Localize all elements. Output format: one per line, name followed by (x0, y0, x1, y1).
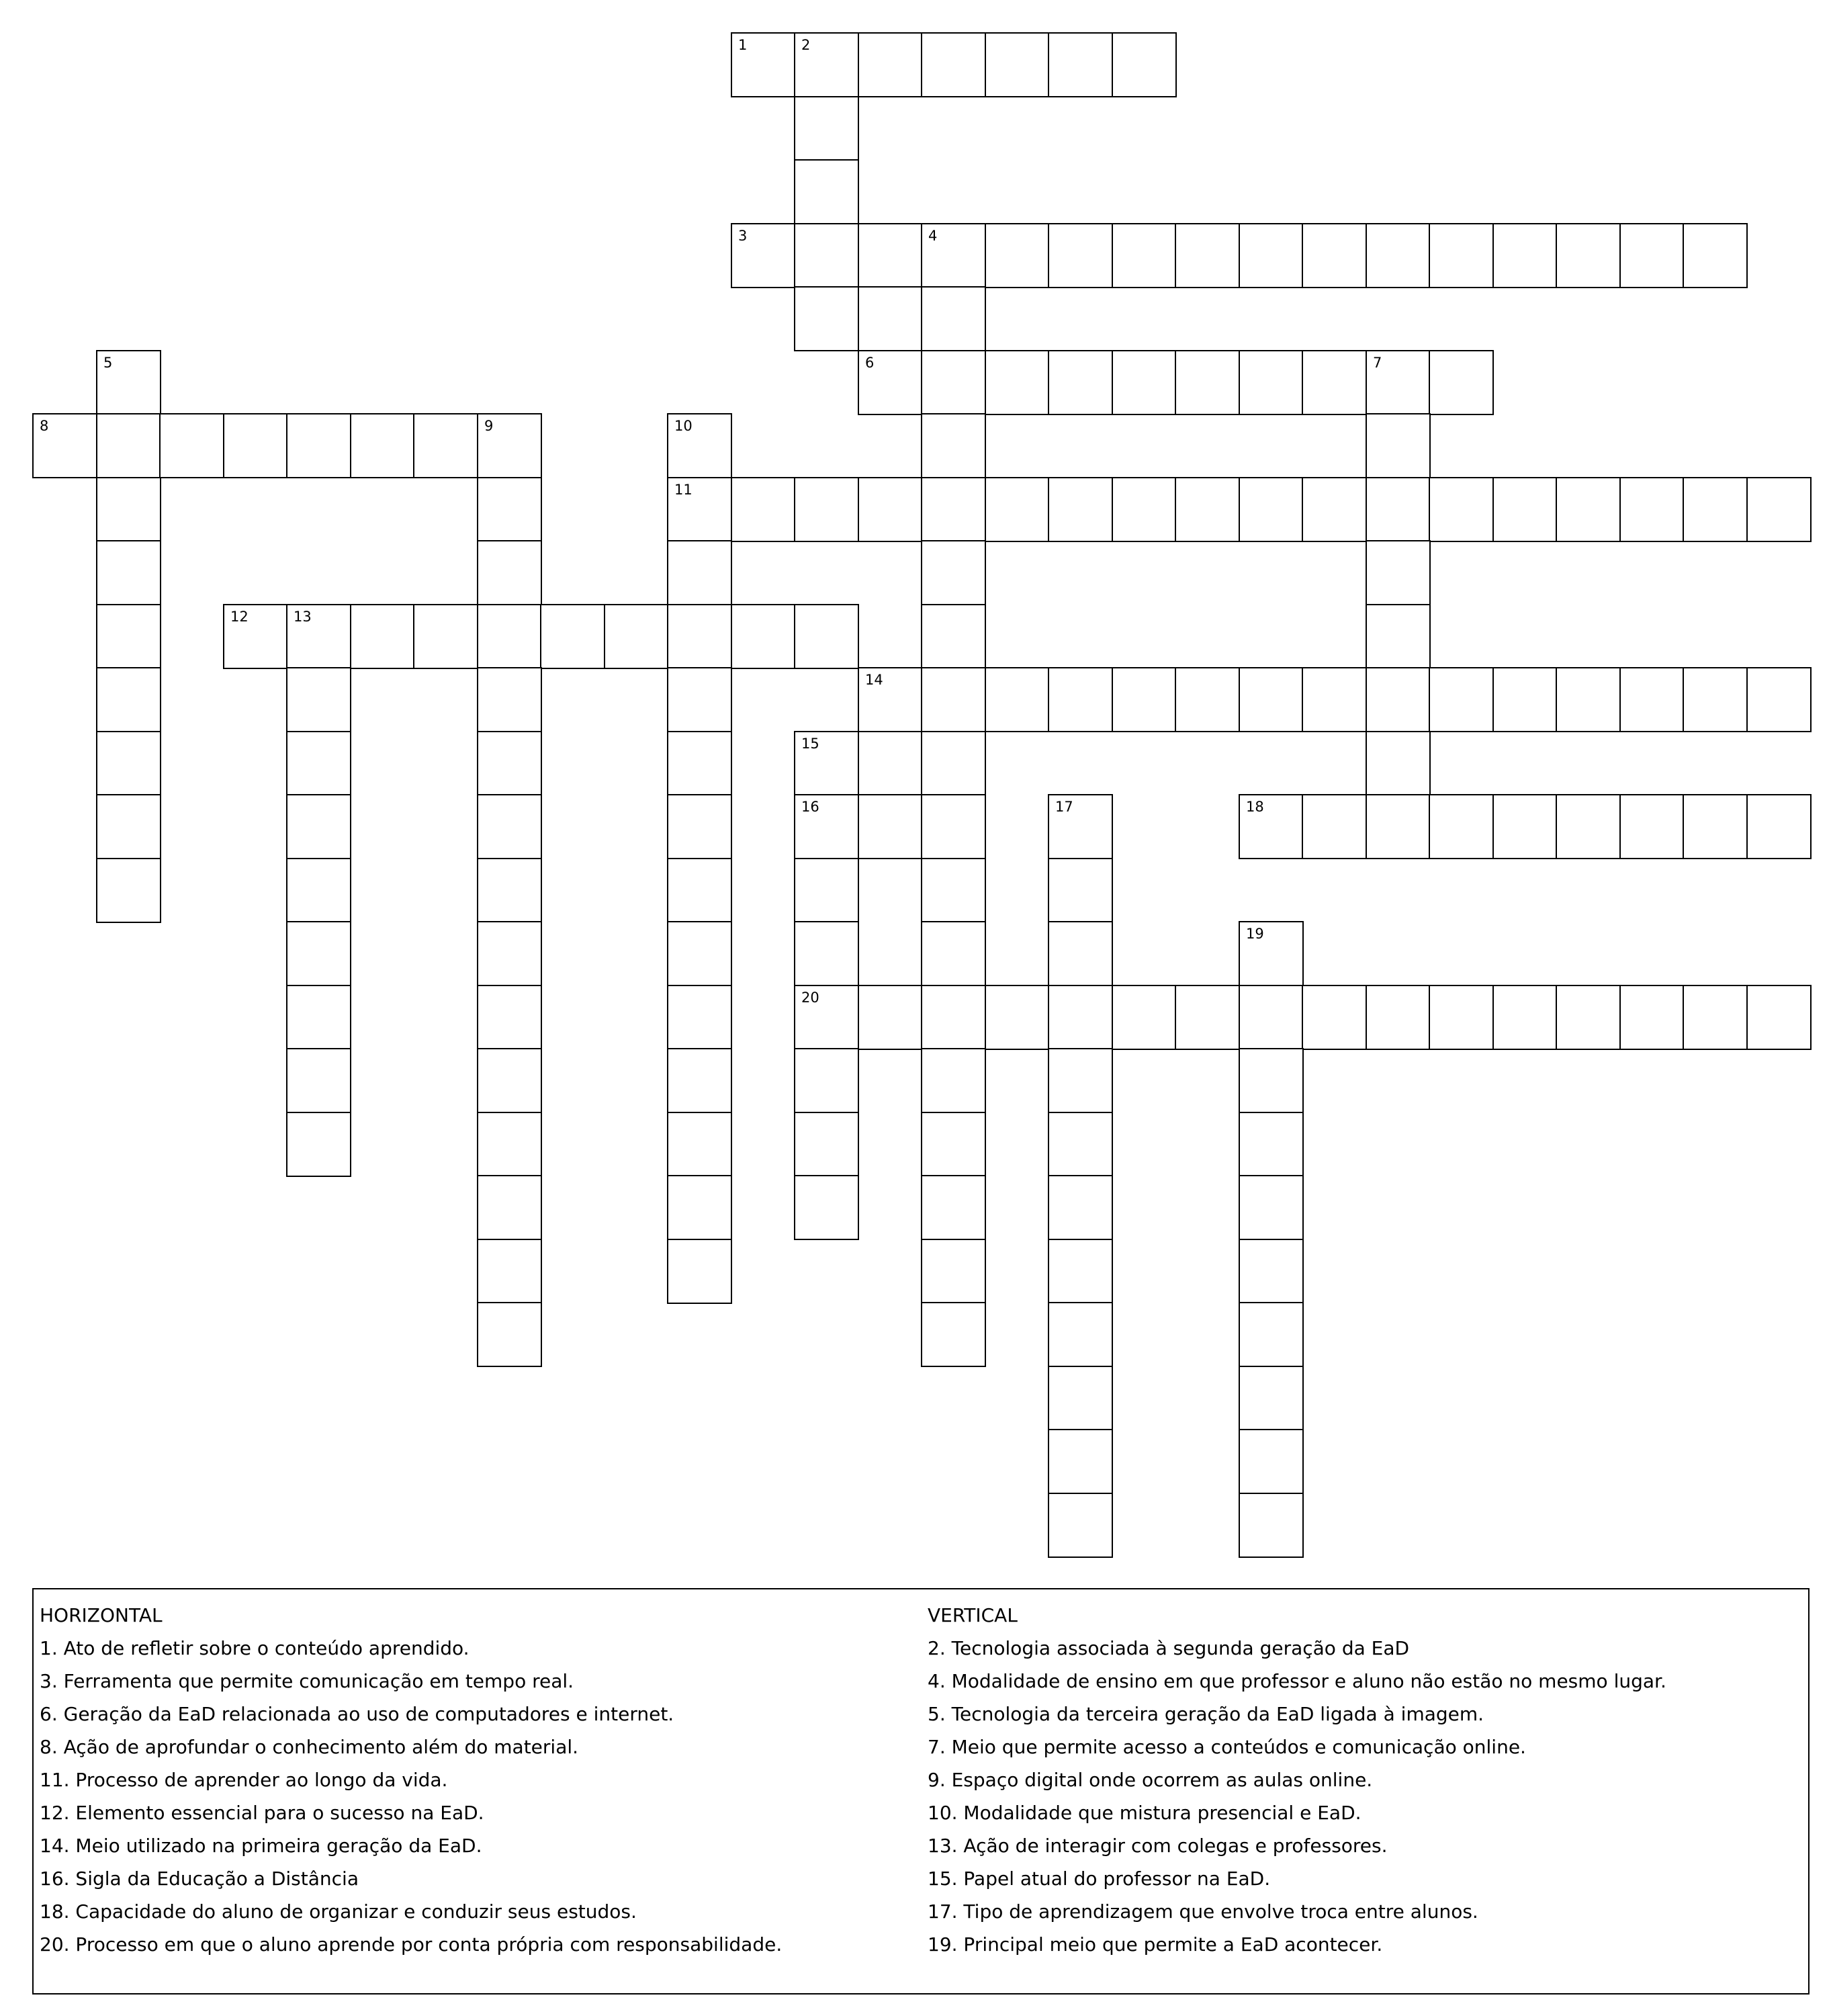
grid-cell[interactable] (667, 413, 732, 478)
clue-v-7: 7. Meio que permite acesso a conteúdos e comunicação online. (928, 1736, 1526, 1758)
grid-cell[interactable] (96, 731, 161, 796)
vertical-clues (928, 1599, 1666, 1961)
grid-cell[interactable] (1112, 223, 1177, 288)
grid-cell[interactable] (921, 1175, 986, 1240)
grid-cell[interactable] (921, 350, 986, 415)
grid-cell[interactable] (1683, 477, 1748, 542)
grid-cell[interactable] (921, 858, 986, 923)
grid-cell[interactable] (794, 794, 859, 859)
grid-cell[interactable] (286, 858, 351, 923)
grid-cell[interactable] (1366, 350, 1431, 415)
grid-cell[interactable] (1239, 667, 1304, 732)
grid-cell[interactable] (1239, 1302, 1304, 1367)
grid-cell[interactable] (731, 477, 796, 542)
grid-cell[interactable] (1683, 223, 1748, 288)
grid-cell[interactable] (667, 985, 732, 1050)
grid-cell[interactable] (32, 413, 97, 478)
grid-cell[interactable] (1112, 350, 1177, 415)
grid-cell[interactable] (223, 604, 288, 669)
grid-cell[interactable] (1302, 350, 1367, 415)
grid-cell[interactable] (667, 667, 732, 732)
grid-cell[interactable] (1492, 667, 1558, 732)
grid-cell[interactable] (1746, 667, 1812, 732)
grid-cell[interactable] (1048, 1048, 1113, 1113)
clue-h-20: 20. Processo em que o aluno aprende por conta própria com responsabilidade. (40, 1933, 783, 1956)
grid-cell[interactable] (96, 477, 161, 542)
grid-cell[interactable] (794, 921, 859, 986)
grid-cell[interactable] (858, 350, 923, 415)
grid-cell[interactable] (921, 1112, 986, 1177)
grid-cell[interactable] (1366, 413, 1431, 478)
grid-cell[interactable] (794, 32, 859, 97)
grid-cell[interactable] (1048, 1302, 1113, 1367)
grid-cell[interactable] (286, 731, 351, 796)
clue-number: 11 (674, 482, 693, 498)
clue-h-8: 8. Ação de aprofundar o conhecimento além do material. (40, 1736, 579, 1758)
grid-cell[interactable] (1429, 985, 1494, 1050)
grid-cell[interactable] (1683, 794, 1748, 859)
grid-cell[interactable] (858, 286, 923, 351)
grid-cell[interactable] (1366, 604, 1431, 669)
grid-cell[interactable] (1366, 477, 1431, 542)
clue-number: 20 (801, 990, 819, 1006)
grid-cell[interactable] (1429, 477, 1494, 542)
grid-cell[interactable] (1048, 1493, 1113, 1558)
clue-h-18: 18. Capacidade do aluno de organizar e conduzir seus estudos. (40, 1900, 637, 1923)
grid-cell[interactable] (96, 858, 161, 923)
grid-cell[interactable] (921, 413, 986, 478)
grid-cell[interactable] (1239, 921, 1304, 986)
grid-cell[interactable] (1239, 477, 1304, 542)
clue-v-9: 9. Espaço digital onde ocorrem as aulas online. (928, 1769, 1373, 1791)
grid-cell[interactable] (794, 286, 859, 351)
grid-cell[interactable] (1302, 223, 1367, 288)
grid-cell[interactable] (1048, 350, 1113, 415)
grid-cell[interactable] (1746, 985, 1812, 1050)
grid-cell[interactable] (921, 731, 986, 796)
grid-cell[interactable] (1429, 350, 1494, 415)
grid-cell[interactable] (1302, 985, 1367, 1050)
grid-cell[interactable] (477, 1112, 542, 1177)
grid-cell[interactable] (1619, 985, 1685, 1050)
grid-cell[interactable] (477, 985, 542, 1050)
grid-cell[interactable] (985, 350, 1050, 415)
grid-cell[interactable] (1048, 477, 1113, 542)
clue-number: 17 (1055, 799, 1073, 815)
grid-cell[interactable] (1366, 985, 1431, 1050)
clue-number: 9 (484, 418, 494, 434)
grid-cell[interactable] (794, 731, 859, 796)
clue-number: 15 (801, 736, 819, 752)
grid-cell[interactable] (985, 223, 1050, 288)
clue-number: 1 (738, 37, 748, 53)
grid-cell[interactable] (1683, 985, 1748, 1050)
grid-cell[interactable] (477, 604, 542, 669)
grid-cell[interactable] (1556, 223, 1621, 288)
grid-cell[interactable] (921, 667, 986, 732)
grid-cell[interactable] (477, 413, 542, 478)
grid-cell[interactable] (1048, 1366, 1113, 1431)
grid-cell[interactable] (96, 667, 161, 732)
grid-cell[interactable] (1302, 477, 1367, 542)
grid-cell[interactable] (667, 1048, 732, 1113)
grid-cell[interactable] (1239, 1429, 1304, 1494)
grid-cell[interactable] (1239, 1048, 1304, 1113)
grid-cell[interactable] (477, 1302, 542, 1367)
grid-cell[interactable] (1239, 350, 1304, 415)
grid-cell[interactable] (1112, 477, 1177, 542)
grid-cell[interactable] (286, 985, 351, 1050)
grid-cell[interactable] (667, 1175, 732, 1240)
grid-cell[interactable] (985, 667, 1050, 732)
grid-cell[interactable] (286, 1112, 351, 1177)
clue-number: 10 (674, 418, 693, 434)
clue-h-16: 16. Sigla da Educação a Distância (40, 1868, 359, 1890)
clue-number: 7 (1373, 355, 1382, 371)
clue-v-13: 13. Ação de interagir com colegas e professores. (928, 1835, 1388, 1857)
clue-v-17: 17. Tipo de aprendizagem que envolve troca entre alunos. (928, 1900, 1478, 1923)
grid-cell[interactable] (921, 286, 986, 351)
grid-cell[interactable] (794, 1112, 859, 1177)
clue-number: 4 (928, 228, 938, 244)
grid-cell[interactable] (921, 921, 986, 986)
grid-cell[interactable] (1366, 667, 1431, 732)
grid-cell[interactable] (1239, 794, 1304, 859)
grid-cell[interactable] (1366, 223, 1431, 288)
grid-cell[interactable] (477, 540, 542, 605)
clue-v-5: 5. Tecnologia da terceira geração da EaD ligada à imagem. (928, 1703, 1484, 1725)
grid-cell[interactable] (1683, 667, 1748, 732)
grid-cell[interactable] (921, 477, 986, 542)
grid-cell[interactable] (794, 477, 859, 542)
grid-cell[interactable] (1492, 794, 1558, 859)
clue-h-12: 12. Elemento essencial para o sucesso na EaD. (40, 1802, 484, 1824)
clue-v-2: 2. Tecnologia associada à segunda geração da EaD (928, 1637, 1410, 1659)
grid-cell[interactable] (1556, 667, 1621, 732)
grid-cell[interactable] (858, 731, 923, 796)
grid-cell[interactable] (1048, 858, 1113, 923)
grid-cell[interactable] (96, 794, 161, 859)
grid-cell[interactable] (1048, 1239, 1113, 1304)
clue-v-10: 10. Modalidade que mistura presencial e EaD. (928, 1802, 1361, 1824)
grid-cell[interactable] (1239, 1239, 1304, 1304)
grid-cell[interactable] (350, 604, 415, 669)
grid-cell[interactable] (1366, 794, 1431, 859)
grid-cell[interactable] (858, 32, 923, 97)
grid-cell[interactable] (286, 794, 351, 859)
grid-cell[interactable] (1048, 921, 1113, 986)
grid-cell[interactable] (794, 223, 859, 288)
grid-cell[interactable] (477, 794, 542, 859)
grid-cell[interactable] (286, 921, 351, 986)
grid-cell[interactable] (477, 667, 542, 732)
grid-cell[interactable] (223, 413, 288, 478)
grid-cell[interactable] (1492, 985, 1558, 1050)
clues-box (32, 1588, 1810, 1995)
clue-number: 13 (294, 609, 312, 625)
grid-cell[interactable] (96, 350, 161, 415)
grid-cell[interactable] (413, 413, 478, 478)
clue-number: 19 (1246, 926, 1264, 942)
grid-cell[interactable] (1239, 1493, 1304, 1558)
grid-cell[interactable] (1175, 667, 1240, 732)
grid-cell[interactable] (1239, 1366, 1304, 1431)
grid-cell[interactable] (858, 477, 923, 542)
grid-cell[interactable] (794, 1175, 859, 1240)
clue-number: 6 (865, 355, 875, 371)
grid-cell[interactable] (1619, 477, 1685, 542)
clue-number: 12 (230, 609, 249, 625)
grid-cell[interactable] (1619, 223, 1685, 288)
grid-cell[interactable] (477, 858, 542, 923)
grid-cell[interactable] (1492, 477, 1558, 542)
grid-cell[interactable] (1048, 1429, 1113, 1494)
grid-cell[interactable] (1175, 350, 1240, 415)
grid-cell[interactable] (1556, 477, 1621, 542)
grid-cell[interactable] (985, 32, 1050, 97)
grid-cell[interactable] (1048, 985, 1113, 1050)
grid-cell[interactable] (1112, 32, 1177, 97)
grid-cell[interactable] (1746, 477, 1812, 542)
grid-cell[interactable] (1619, 667, 1685, 732)
grid-cell[interactable] (921, 985, 986, 1050)
grid-cell[interactable] (1556, 794, 1621, 859)
grid-cell[interactable] (413, 604, 478, 669)
grid-cell[interactable] (1048, 1175, 1113, 1240)
grid-cell[interactable] (1366, 540, 1431, 605)
clue-number: 8 (40, 418, 49, 434)
grid-cell[interactable] (667, 794, 732, 859)
grid-cell[interactable] (667, 540, 732, 605)
grid-cell[interactable] (1239, 223, 1304, 288)
clue-h-11: 11. Processo de aprender ao longo da vida. (40, 1769, 448, 1791)
grid-cell[interactable] (1048, 32, 1113, 97)
grid-cell[interactable] (1239, 1112, 1304, 1177)
grid-cell[interactable] (921, 540, 986, 605)
grid-cell[interactable] (667, 858, 732, 923)
grid-cell[interactable] (921, 794, 986, 859)
clue-number: 3 (738, 228, 748, 244)
grid-cell[interactable] (477, 731, 542, 796)
clue-number: 14 (865, 672, 883, 688)
grid-cell[interactable] (1429, 794, 1494, 859)
grid-cell[interactable] (1239, 985, 1304, 1050)
grid-cell[interactable] (1302, 667, 1367, 732)
clue-v-4: 4. Modalidade de ensino em que professor e aluno não estão no mesmo lugar. (928, 1670, 1666, 1692)
grid-cell[interactable] (604, 604, 669, 669)
grid-cell[interactable] (1048, 794, 1113, 859)
grid-cell[interactable] (921, 223, 986, 288)
grid-cell[interactable] (921, 604, 986, 669)
grid-cell[interactable] (96, 540, 161, 605)
clue-v-15: 15. Papel atual do professor na EaD. (928, 1868, 1271, 1890)
grid-cell[interactable] (794, 604, 859, 669)
grid-cell[interactable] (921, 1239, 986, 1304)
grid-cell[interactable] (985, 985, 1050, 1050)
clue-h-6: 6. Geração da EaD relacionada ao uso de computadores e internet. (40, 1703, 674, 1725)
grid-cell[interactable] (1239, 1175, 1304, 1240)
clue-v-19: 19. Principal meio que permite a EaD acontecer. (928, 1933, 1383, 1956)
grid-cell[interactable] (1175, 477, 1240, 542)
grid-cell[interactable] (1175, 985, 1240, 1050)
grid-cell[interactable] (921, 32, 986, 97)
grid-cell[interactable] (477, 1048, 542, 1113)
grid-cell[interactable] (731, 223, 796, 288)
grid-cell[interactable] (794, 96, 859, 161)
grid-cell[interactable] (858, 223, 923, 288)
grid-cell[interactable] (286, 1048, 351, 1113)
grid-cell[interactable] (858, 794, 923, 859)
horizontal-heading: HORIZONTAL (40, 1604, 163, 1626)
grid-cell[interactable] (858, 985, 923, 1050)
grid-cell[interactable] (858, 667, 923, 732)
clue-number: 5 (103, 355, 113, 371)
grid-cell[interactable] (921, 1048, 986, 1113)
grid-cell[interactable] (731, 604, 796, 669)
clue-number: 16 (801, 799, 819, 815)
clue-h-3: 3. Ferramenta que permite comunicação em tempo real. (40, 1670, 574, 1692)
grid-cell[interactable] (1366, 731, 1431, 796)
grid-cell[interactable] (1619, 794, 1685, 859)
grid-cell[interactable] (1175, 223, 1240, 288)
grid-cell[interactable] (477, 1239, 542, 1304)
grid-cell[interactable] (350, 413, 415, 478)
grid-cell[interactable] (667, 921, 732, 986)
grid-cell[interactable] (667, 477, 732, 542)
grid-cell[interactable] (286, 667, 351, 732)
grid-cell[interactable] (1429, 667, 1494, 732)
clue-h-14: 14. Meio utilizado na primeira geração da EaD. (40, 1835, 482, 1857)
grid-cell[interactable] (667, 731, 732, 796)
horizontal-clues (40, 1599, 782, 1961)
clue-number: 2 (801, 37, 811, 53)
grid-cell[interactable] (794, 858, 859, 923)
grid-cell[interactable] (477, 477, 542, 542)
grid-cell[interactable] (96, 604, 161, 669)
grid-cell[interactable] (667, 1112, 732, 1177)
grid-cell[interactable] (1048, 223, 1113, 288)
grid-cell[interactable] (1746, 794, 1812, 859)
grid-cell[interactable] (1556, 985, 1621, 1050)
grid-cell[interactable] (159, 413, 224, 478)
grid-cell[interactable] (1302, 794, 1367, 859)
grid-cell[interactable] (667, 604, 732, 669)
grid-cell[interactable] (731, 32, 796, 97)
vertical-heading: VERTICAL (928, 1604, 1018, 1626)
grid-cell[interactable] (985, 477, 1050, 542)
grid-cell[interactable] (286, 604, 351, 669)
grid-cell[interactable] (477, 921, 542, 986)
grid-cell[interactable] (1492, 223, 1558, 288)
grid-cell[interactable] (794, 1048, 859, 1113)
grid-cell[interactable] (286, 413, 351, 478)
grid-cell[interactable] (921, 1302, 986, 1367)
grid-cell[interactable] (667, 1239, 732, 1304)
grid-cell[interactable] (1429, 223, 1494, 288)
grid-cell[interactable] (1112, 667, 1177, 732)
grid-cell[interactable] (477, 1175, 542, 1240)
grid-cell[interactable] (1048, 1112, 1113, 1177)
grid-cell[interactable] (794, 159, 859, 224)
clue-number: 18 (1246, 799, 1264, 815)
grid-cell[interactable] (96, 413, 161, 478)
grid-cell[interactable] (1112, 985, 1177, 1050)
clue-h-1: 1. Ato de refletir sobre o conteúdo aprendido. (40, 1637, 470, 1659)
grid-cell[interactable] (540, 604, 605, 669)
grid-cell[interactable] (1048, 667, 1113, 732)
grid-cell[interactable] (794, 985, 859, 1050)
